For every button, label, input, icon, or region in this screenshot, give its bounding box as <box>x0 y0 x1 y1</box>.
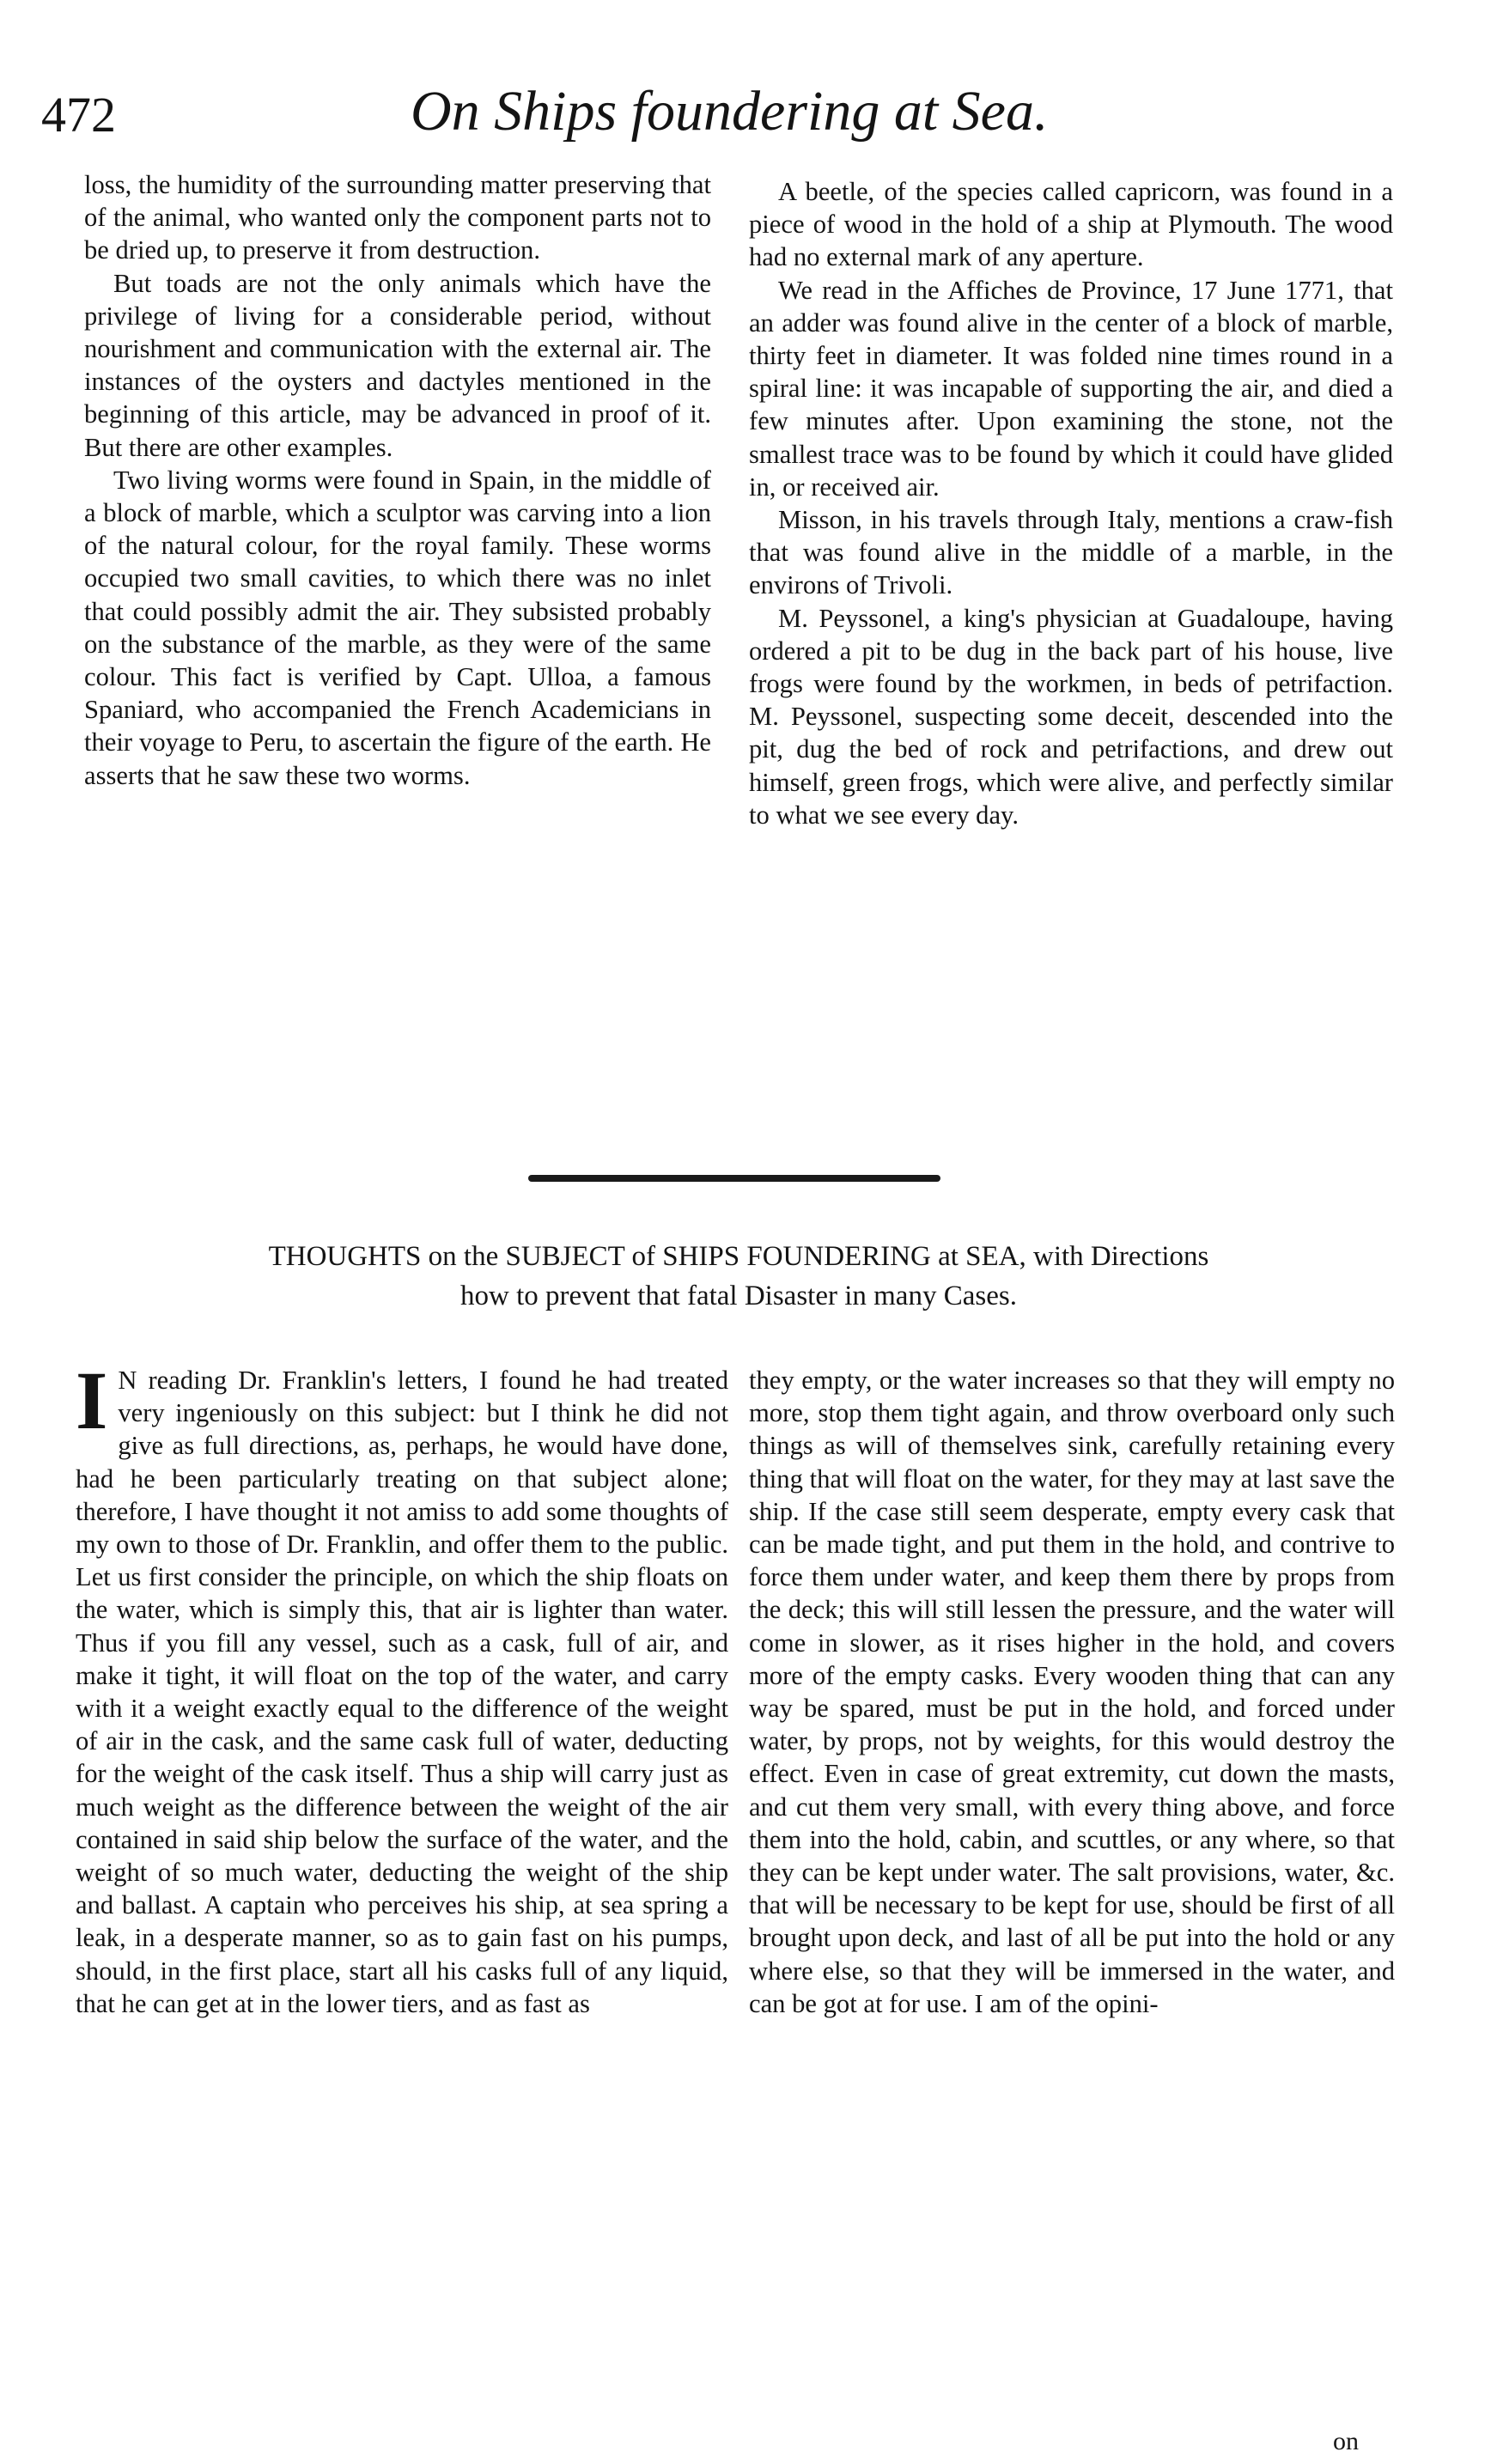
bottom-right-column <box>749 1364 1395 2020</box>
section-divider-rule <box>528 1175 940 1182</box>
drop-cap: I <box>76 1354 108 1446</box>
section-heading <box>69 1237 1409 1316</box>
running-title: On Ships foundering at Sea. <box>411 80 1049 143</box>
paragraph: A beetle, of the species called capricorn, was found in a piece of wood in the hold of a ship at Plymouth. The wood had no external mark of any aperture. <box>749 177 1393 272</box>
paragraph: Two living worms were found in Spain, in the middle of a block of marble, which a sculptor was carving into a lion of the natural colour, for the royal family. These worms occupied two small cavities, to which there was no inlet that could possibly admit the air. They subsisted probably on the substance of the marble, as they were of the same colour. This fact is verified by Capt. Ulloa, a famous Spaniard, who accompanied the French Academicians in their voyage to Peru, to ascertain the figure of the earth. He asserts that he saw these two worms. <box>84 465 711 790</box>
paragraph: M. Peyssonel, a king's physician at Guadaloupe, having ordered a pit to be dug in the back part of his house, live frogs were found by the workmen, in beds of petrifaction. M. Peyssonel, suspecting some deceit, descended into the pit, dug the bed of rock and petrifactions, and drew out himself, green frogs, which were alive, and perfectly similar to what we see every day. <box>749 603 1393 830</box>
section-heading-line: how to prevent that fatal Disaster in many Cases. <box>460 1281 1017 1311</box>
running-head <box>0 79 1485 156</box>
catchword: on <box>1333 2427 1359 2455</box>
section-heading-line: THOUGHTS on the SUBJECT of SHIPS FOUNDERING at SEA, with Directions <box>268 1241 1209 1272</box>
paragraph: But toads are not the only animals which have the privilege of living for a considerable period, without nourishment and communication with the external air. The instances of the oysters and dactyles mentioned in the beginning of this article, may be advanced in proof of it. But there are other examples. <box>84 268 711 462</box>
paragraph: they empty, or the water increases so that they will empty no more, stop them tight again, and throw overboard only such things as will of themselves sink, carefully retaining every thing that will float on the water, for they may at last save the ship. If the case still seem desperate, empty every cask that can be made tight, and put them in the hold, and contrive to force them under water, and keep them there by props from the deck; this will still lessen the pressure, and the water will come in slower, as it rises higher in the hold, and covers more of the empty casks. Every wooden thing that can any way be spared, must be put in the hold, and forced under water, by props, not by weights, for this would destroy the effect. Even in case of great extremity, cut down the masts, and cut them very small, with every thing above, and force them into the hold, cabin, and scuttles, or any where, so that they can be kept under water. The salt provisions, water, &c. that will be necessary to be kept for use, should be first of all brought upon deck, and last of all be put into the hold or any where else, so that they will be immersed in the water, and can be got at for use. I am of the opini- <box>749 1366 1395 2018</box>
page-number: 472 <box>41 87 116 143</box>
top-left-column <box>84 168 711 792</box>
paragraph: loss, the humidity of the surrounding matter preserving that of the animal, who wanted only the component parts not to be dried up, to preserve it from destruction. <box>84 170 711 265</box>
top-right-column <box>749 175 1393 831</box>
paragraph: Misson, in his travels through Italy, mentions a craw-fish that was found alive in the middle of a marble, in the environs of Trivoli. <box>749 505 1393 600</box>
paragraph-text: N reading Dr. Franklin's letters, I found he had treated very ingeniously on this subject: but I think he did not give as full directions, as, perhaps, he would have done, had he been particularly treating on that subject alone; therefore, I have thought it not amiss to add some thoughts of my own to those of Dr. Franklin, and offer them to the public. Let us first consider the principle, on which the ship floats on the water, which is simply this, that air is lighter than water. Thus if you fill any vessel, such as a cask, full of air, and make it tight, it will float on the top of the water, and carry with it a weight exactly equal to the difference of the weight of air in the cask, and the same cask full of water, deducting for the weight of the cask itself. Thus a ship will carry just as much weight as the difference between the weight of the air contained in said ship below the surface of the water, and the weight of so much water, deducting the weight of the ship and ballast. A captain who perceives his ship, at sea spring a leak, in a desperate manner, so as to gain fast on his pumps, should, in the first place, start all his casks full of any liquid, that he can get at in the lower tiers, and as fast as <box>76 1366 728 2018</box>
paragraph <box>76 1354 728 2020</box>
bottom-left-column <box>76 1354 728 2020</box>
paragraph: We read in the Affiches de Province, 17 June 1771, that an adder was found alive in the center of a block of marble, thirty feet in diameter. It was folded nine times round in a spiral line: it was incapable of supporting the air, and died a few minutes after. Upon examining the stone, not the smallest trace was to be found by which it could have glided in, or received air. <box>749 275 1393 502</box>
